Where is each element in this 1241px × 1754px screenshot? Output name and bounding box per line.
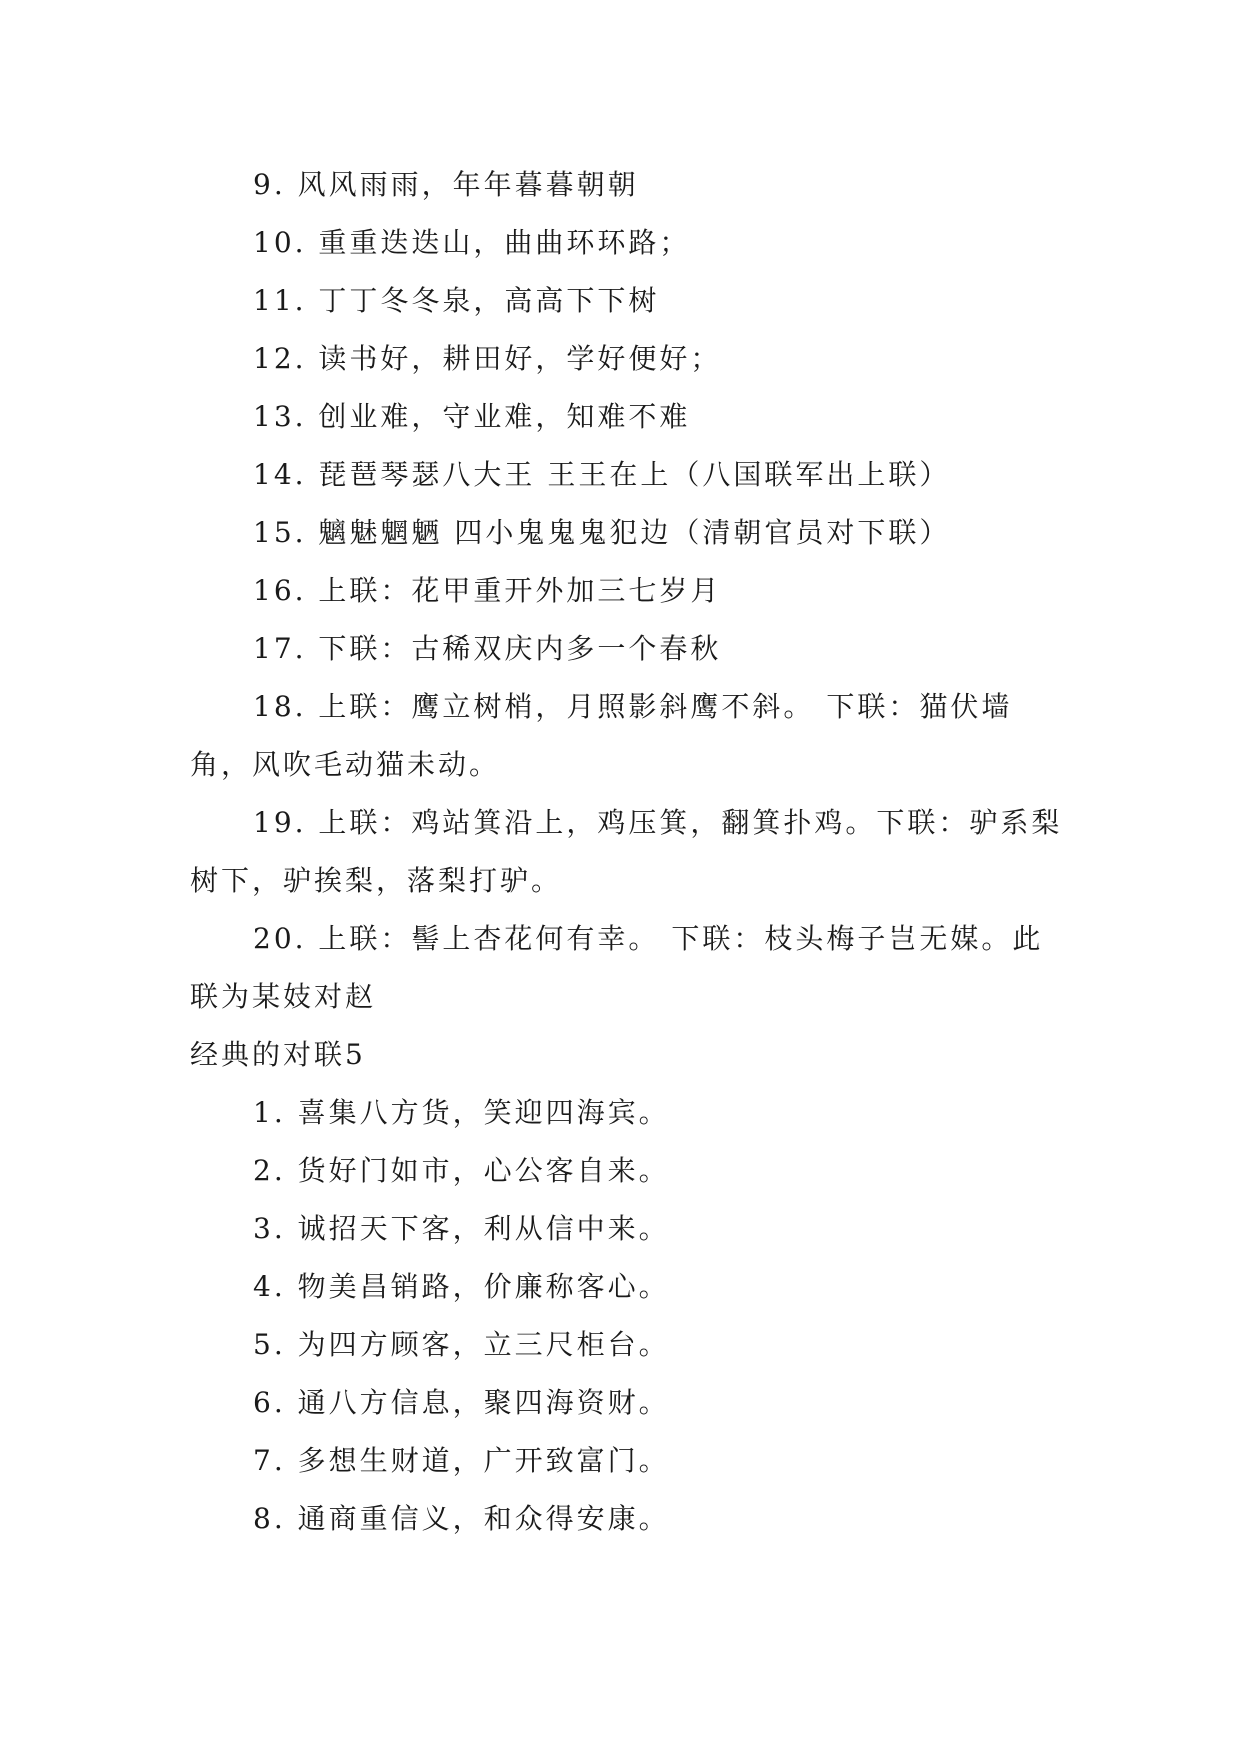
couplet-item-12: 12. 读书好，耕田好，学好便好； [253,342,722,375]
couplet-item-7: 7. 多想生财道，广开致富门。 [253,1444,670,1477]
couplet-item-5: 5. 为四方顾客，立三尺柜台。 [253,1328,670,1361]
couplet-item-6: 6. 通八方信息，聚四海资财。 [253,1386,670,1419]
couplet-item-18: 18. 上联：鹰立树梢，月照影斜鹰不斜。 下联：猫伏墙角，风吹毛动猫未动。 [190,690,1013,781]
section-heading: 经典的对联5 [190,1038,366,1071]
couplet-item-13: 13. 创业难，守业难，知难不难 [253,400,691,433]
couplet-item-10: 10. 重重迭迭山，曲曲环环路； [253,226,691,259]
couplet-item-4: 4. 物美昌销路，价廉称客心。 [253,1270,670,1303]
couplet-item-9: 9. 风风雨雨，年年暮暮朝朝 [253,168,639,201]
couplet-item-1: 1. 喜集八方货，笑迎四海宾。 [253,1096,670,1129]
couplet-item-16: 16. 上联：花甲重开外加三七岁月 [253,574,722,607]
couplet-item-2: 2. 货好门如市，心公客自来。 [253,1154,670,1187]
couplet-item-8: 8. 通商重信义，和众得安康。 [253,1502,670,1535]
couplet-item-14: 14. 琵琶琴瑟八大王 王王在上（八国联军出上联） [253,458,951,491]
couplet-item-3: 3. 诚招天下客，利从信中来。 [253,1212,670,1245]
couplet-item-15: 15. 魑魅魍魉 四小鬼鬼鬼犯边（清朝官员对下联） [253,516,951,549]
couplet-item-11: 11. 丁丁冬冬泉，高高下下树 [253,284,660,317]
couplet-item-17: 17. 下联：古稀双庆内多一个春秋 [253,632,722,665]
couplet-item-19: 19. 上联：鸡站箕沿上，鸡压箕，翻箕扑鸡。下联：驴系梨树下，驴挨梨，落梨打驴。 [190,806,1063,897]
couplet-item-20: 20. 上联：髻上杏花何有幸。 下联：枝头梅子岂无媒。此联为某妓对赵 [190,922,1044,1013]
